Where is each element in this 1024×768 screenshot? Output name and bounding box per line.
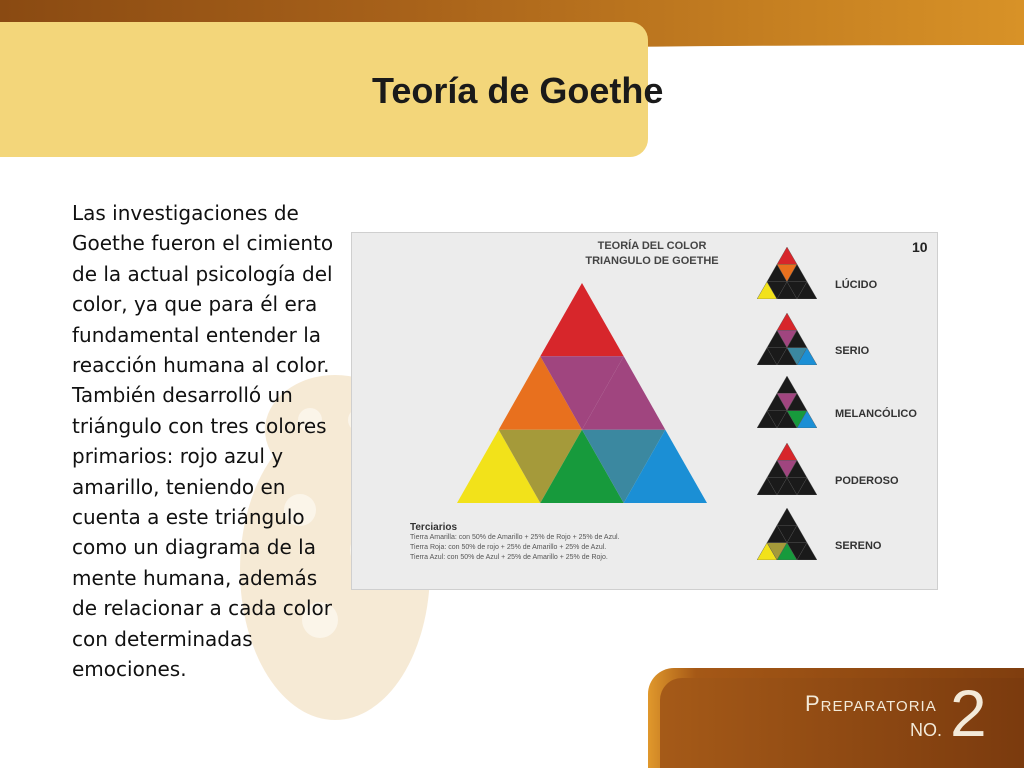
mood-label: PODEROSO xyxy=(835,475,899,487)
mood-triangle xyxy=(757,247,817,299)
figure-title-line2: TRIANGULO DE GOETHE xyxy=(585,255,719,267)
mood-triangle xyxy=(757,508,817,560)
mood-triangle xyxy=(757,443,817,495)
tri-red xyxy=(540,283,623,356)
mood-label: SERENO xyxy=(835,540,882,552)
mood-triangle-cell xyxy=(777,247,797,264)
mood-triangle xyxy=(757,313,817,365)
mood-triangle-cell xyxy=(777,508,797,525)
mood-label: LÚCIDO xyxy=(835,279,878,291)
mood-label: SERIO xyxy=(835,345,870,357)
brand-name: Preparatoria xyxy=(805,691,937,716)
figure-number: 10 xyxy=(912,239,928,255)
brand-no: NO. xyxy=(910,720,943,740)
terciario-line: Tierra Roja: con 50% de rojo + 25% de Amarillo + 25% de Azul. xyxy=(410,544,607,551)
mood-label: MELANCÓLICO xyxy=(835,408,917,420)
terciario-line: Tierra Amarilla: con 50% de Amarillo + 25% de Rojo + 25% de Azul. xyxy=(410,534,620,541)
mood-triangle xyxy=(757,376,817,428)
figure-title xyxy=(572,239,732,269)
mood-triangle-cell xyxy=(777,443,797,460)
terciarios-block xyxy=(410,523,619,563)
brand-number: 2 xyxy=(950,676,987,750)
slide-title: Teoría de Goethe xyxy=(372,70,664,111)
goethe-triangle-figure xyxy=(351,232,938,590)
main-color-triangle xyxy=(457,283,707,503)
figure-title-line1: TEORÍA DEL COLOR xyxy=(597,240,707,252)
body-paragraph: Las investigaciones de Goethe fueron el cimiento de la actual psicología del color, ya que para él era fundamental entender la reacción humana al color. También desarrolló un triángulo con tres colores primarios: rojo azul y amarillo, teniendo en cuenta a este triángulo como un diagrama de la mente humana, además de relacionar a cada color con determinadas emociones. xyxy=(72,201,334,682)
mood-triangle-cell xyxy=(777,313,797,330)
terciario-line: Tierra Azul: con 50% de Azul + 25% de Amarillo + 25% de Rojo. xyxy=(410,554,608,561)
mood-triangle-cell xyxy=(777,376,797,393)
terciarios-title: Terciarios xyxy=(410,522,458,533)
